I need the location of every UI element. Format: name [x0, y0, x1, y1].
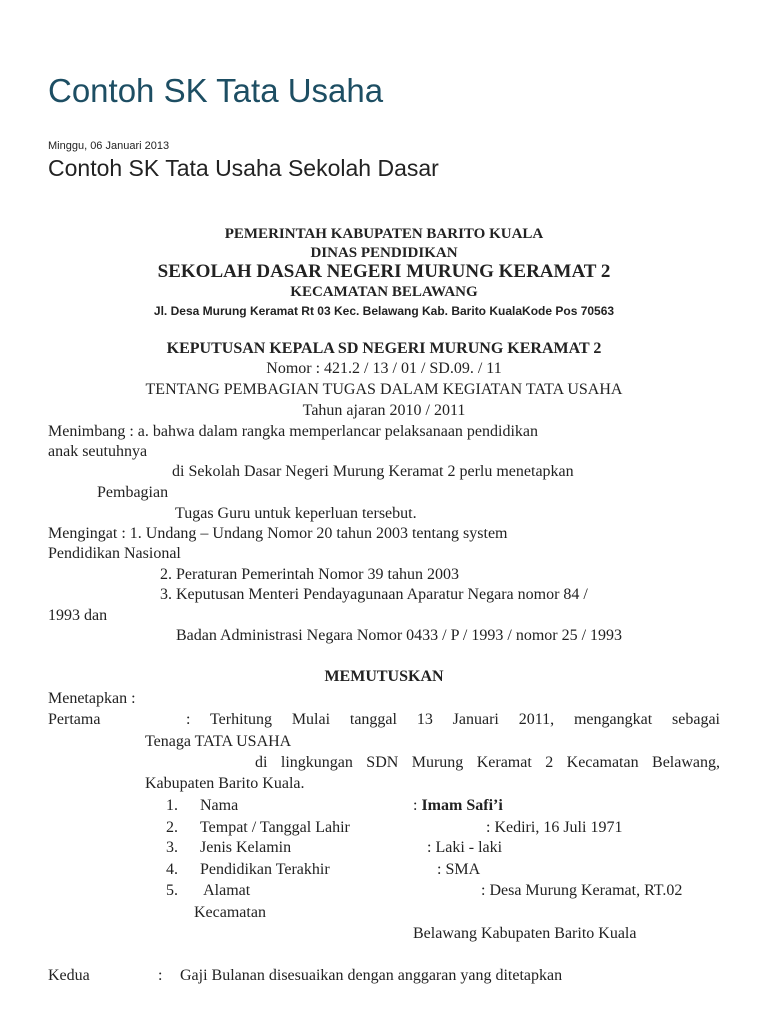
detail-value: : Desa Murung Keramat, RT.02 [481, 882, 683, 899]
detail-label: Pendidikan Terakhir [200, 861, 330, 878]
detail-label: Alamat [200, 882, 251, 899]
detail-number: 1. [166, 797, 178, 814]
post-date: Minggu, 06 Januari 2013 [48, 140, 170, 152]
menetapkan-label: Menetapkan : [48, 690, 136, 707]
pertama-line-4: Kabupaten Barito Kuala. [145, 775, 305, 792]
mengingat-line-4: 3. Keputusan Menteri Pendayagunaan Aparatur Negara nomor 84 / [160, 586, 588, 603]
blog-title[interactable]: Contoh SK Tata Usaha [48, 72, 384, 109]
menimbang-line-5: Tugas Guru untuk keperluan tersebut. [175, 505, 417, 522]
detail-value: : SMA [437, 861, 481, 878]
letterhead-school: SEKOLAH DASAR NEGERI MURUNG KERAMAT 2 [157, 261, 611, 282]
pertama-text: : Terhitung Mulai tanggal 13 Januari 2011, mengangkat sebagai [186, 711, 720, 728]
detail-number: 4. [166, 861, 178, 878]
detail-number: 2. [166, 819, 178, 836]
detail-value: : Kediri, 16 Juli 1971 [486, 819, 623, 836]
letterhead-address: Jl. Desa Murung Keramat Rt 03 Kec. Belawang Kab. Barito KualaKode Pos 70563 [153, 304, 615, 318]
menimbang-line-2: anak seutuhnya [48, 443, 148, 460]
decree-title: KEPUTUSAN KEPALA SD NEGERI MURUNG KERAMAT 2 [166, 340, 602, 357]
mengingat-line-5: 1993 dan [48, 607, 108, 624]
pertama-line-2: Tenaga TATA USAHA [145, 733, 292, 750]
menimbang-line-1: Menimbang : a. bahwa dalam rangka memperlancar pelaksanaan pendidikan [48, 423, 539, 440]
detail-value-name: Imam Safi’i [421, 797, 503, 814]
letterhead-government: PEMERINTAH KABUPATEN BARITO KUALA [224, 226, 544, 242]
decree-subject: TENTANG PEMBAGIAN TUGAS DALAM KEGIATAN TATA USAHA [145, 381, 623, 398]
memutuskan-heading: MEMUTUSKAN [324, 668, 444, 685]
detail-colon: : Imam Safi’i [413, 797, 503, 814]
mengingat-line-6: Badan Administrasi Negara Nomor 0433 / P / 1993 / nomor 25 / 1993 [176, 627, 623, 644]
decree-year: Tahun ajaran 2010 / 2011 [302, 402, 466, 419]
post-title[interactable]: Contoh SK Tata Usaha Sekolah Dasar [48, 155, 439, 181]
pertama-label: Pertama [48, 711, 101, 728]
detail-number: 3. [166, 839, 178, 856]
alamat-continuation-1: Kecamatan [194, 904, 266, 921]
detail-label: Tempat / Tanggal Lahir [200, 819, 350, 836]
letterhead-district: KECAMATAN BELAWANG [290, 284, 478, 300]
kedua-label: Kedua [48, 967, 90, 984]
mengingat-line-3: 2. Peraturan Pemerintah Nomor 39 tahun 2003 [160, 566, 460, 583]
decree-number: Nomor : 421.2 / 13 / 01 / SD.09. / 11 [266, 360, 502, 377]
menimbang-line-3: di Sekolah Dasar Negeri Murung Keramat 2 perlu menetapkan [172, 463, 574, 480]
detail-label: Nama [200, 797, 239, 814]
kedua-colon: : [158, 967, 163, 984]
kedua-text: Gaji Bulanan disesuaikan dengan anggaran yang ditetapkan [180, 967, 563, 984]
menimbang-line-4: Pembagian [97, 484, 169, 501]
alamat-continuation-2: Belawang Kabupaten Barito Kuala [413, 925, 637, 942]
letterhead-department: DINAS PENDIDIKAN [310, 245, 458, 261]
detail-value: : Laki - laki [427, 839, 503, 856]
mengingat-line-1: Mengingat : 1. Undang – Undang Nomor 20 tahun 2003 tentang system [48, 525, 508, 542]
pertama-line-3: di lingkungan SDN Murung Keramat 2 Kecamatan Belawang, [255, 754, 720, 771]
mengingat-line-2: Pendidikan Nasional [48, 545, 181, 562]
detail-label: Jenis Kelamin [200, 839, 292, 856]
detail-number: 5. [166, 882, 178, 899]
